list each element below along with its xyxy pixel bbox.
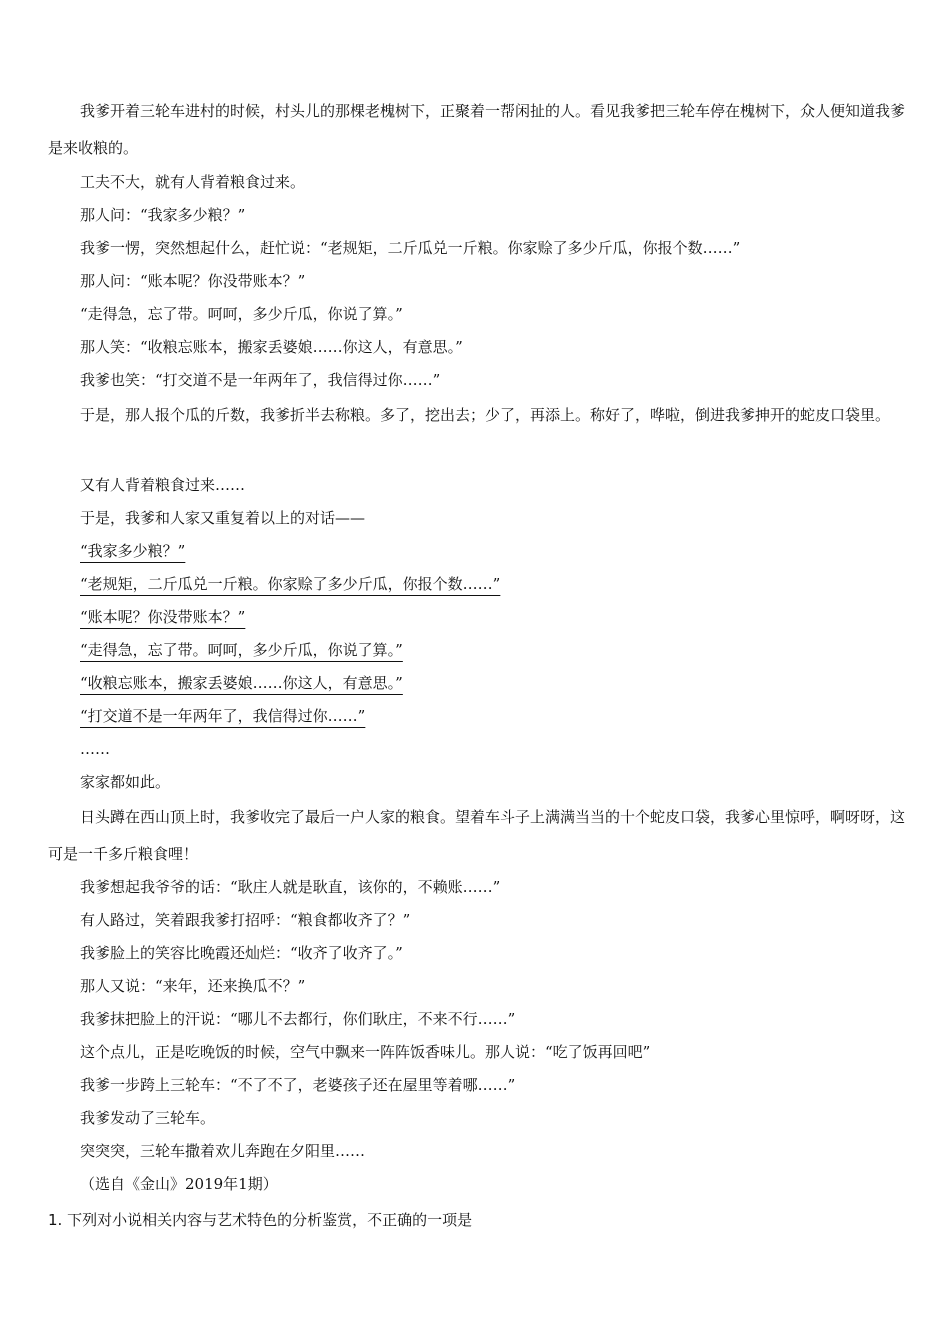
paragraph-26: 这个点儿，正是吃晚饭的时候，空气中飘来一阵阵饭香味儿。那人说：“吃了饭再回吧” xyxy=(80,1043,651,1061)
repeated-dialogue-4 xyxy=(48,634,910,667)
underlined-text: “走得急，忘了带。呵呵，多少斤瓜，你说了算。” xyxy=(80,641,403,659)
paragraph-6: “走得急，忘了带。呵呵，多少斤瓜，你说了算。” xyxy=(80,305,403,323)
repeated-dialogue-6 xyxy=(48,700,910,733)
paragraph-1: 我爹开着三轮车进村的时候，村头儿的那棵老槐树下，正聚着一帮闲扯的人。看见我爹把三轮车停在槐树下，众人便知道我爹是来收粮的。 xyxy=(48,102,906,157)
paragraph-10: 又有人背着粮食过来…… xyxy=(80,476,246,494)
paragraph-4: 我爹一愣，突然想起什么，赶忙说：“老规矩，二斤瓜兑一斤粮。你家赊了多少斤瓜，你报个数……” xyxy=(80,239,741,257)
paragraph-25: 我爹抹把脸上的汗说：“哪儿不去都行，你们耿庄，不来不行……” xyxy=(80,1010,516,1028)
paragraph-2: 工夫不大，就有人背着粮食过来。 xyxy=(80,173,306,191)
paragraph-29: 突突突，三轮车撒着欢儿奔跑在夕阳里…… xyxy=(80,1142,366,1160)
paragraph-5: 那人问：“账本呢？你没带账本？” xyxy=(80,272,306,290)
paragraph-9: 于是，那人报个瓜的斤数，我爹折半去称粮。多了，挖出去；少了，再添上。称好了，哗啦，倒进我爹抻开的蛇皮口袋里。 xyxy=(80,406,891,424)
repeated-dialogue-2 xyxy=(48,568,910,601)
paragraph-19: 家家都如此。 xyxy=(80,773,171,791)
paragraph-11: 于是，我爹和人家又重复着以上的对话—— xyxy=(80,509,366,527)
paragraph-28: 我爹发动了三轮车。 xyxy=(80,1109,216,1127)
repeated-dialogue-5 xyxy=(48,667,910,700)
paragraph-24: 那人又说：“来年，还来换瓜不？” xyxy=(80,977,306,995)
ellipsis-line: …… xyxy=(80,740,110,758)
underlined-text: “老规矩，二斤瓜兑一斤粮。你家赊了多少斤瓜，你报个数……” xyxy=(80,575,501,593)
question-text: 下列对小说相关内容与艺术特色的分析鉴赏，不正确的一项是 xyxy=(67,1211,473,1229)
paragraph-22: 有人路过，笑着跟我爹打招呼：“粮食都收齐了？” xyxy=(80,911,411,929)
paragraph-8: 我爹也笑：“打交道不是一年两年了，我信得过你……” xyxy=(80,371,441,389)
paragraph-21: 我爹想起我爷爷的话：“耿庄人就是耿直，该你的，不赖账……” xyxy=(80,878,501,896)
paragraph-23: 我爹脸上的笑容比晚霞还灿烂：“收齐了收齐了。” xyxy=(80,944,403,962)
repeated-dialogue-3 xyxy=(48,601,910,634)
question-number: 1. xyxy=(48,1211,63,1229)
underlined-text: “我家多少粮？” xyxy=(80,542,186,560)
repeated-dialogue-1 xyxy=(48,535,910,568)
underlined-text: “打交道不是一年两年了，我信得过你……” xyxy=(80,707,366,725)
underlined-text: “收粮忘账本，搬家丢婆娘……你这人，有意思。” xyxy=(80,674,403,692)
underlined-text: “账本呢？你没带账本？” xyxy=(80,608,246,626)
question-1 xyxy=(48,1205,472,1235)
paragraph-20: 日头蹲在西山顶上时，我爹收完了最后一户人家的粮食。望着车斗子上满满当当的十个蛇皮口袋，我爹心里惊呼，啊呀呀，这可是一千多斤粮食哩！ xyxy=(48,808,906,863)
paragraph-7: 那人笑：“收粮忘账本，搬家丢婆娘……你这人，有意思。” xyxy=(80,338,463,356)
source-citation: （选自《金山》2019年1期） xyxy=(80,1175,278,1193)
paragraph-27: 我爹一步跨上三轮车：“不了不了，老婆孩子还在屋里等着哪……” xyxy=(80,1076,516,1094)
paragraph-3: 那人问：“我家多少粮？” xyxy=(80,206,246,224)
